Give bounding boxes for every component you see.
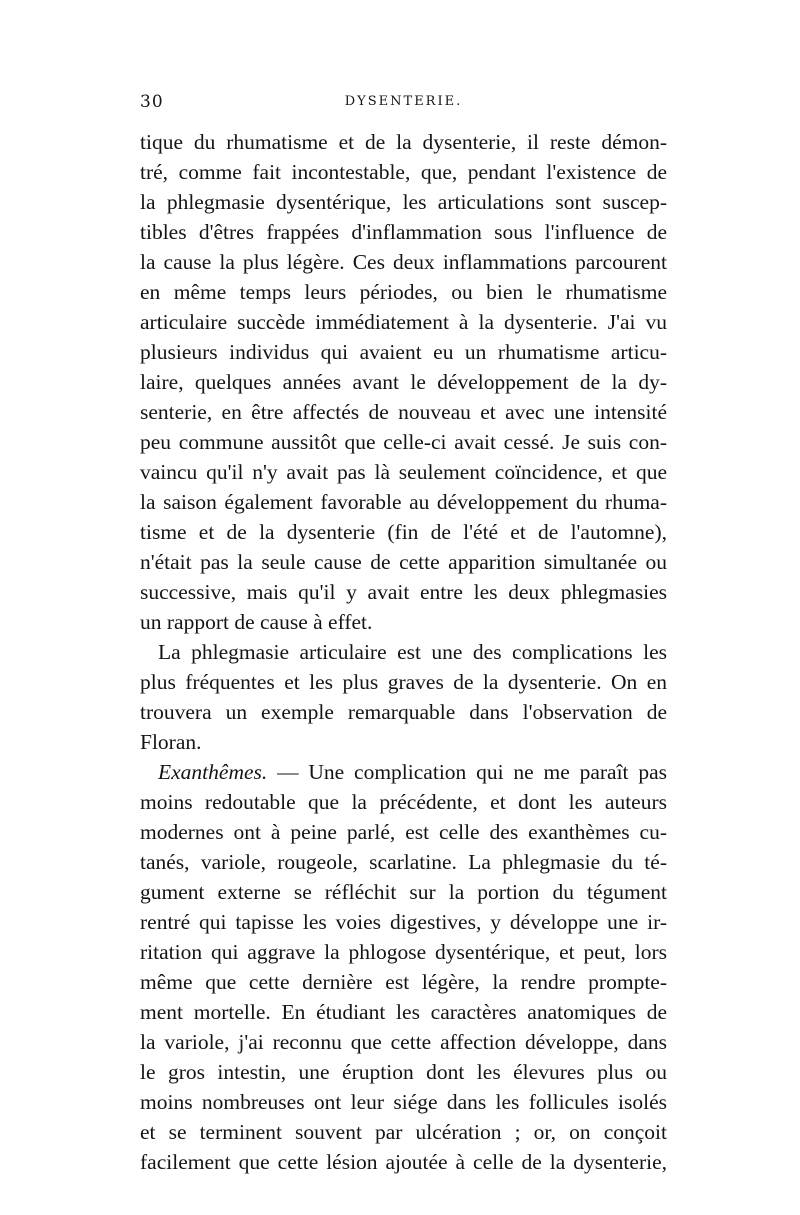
text-line: facilement que cette lésion ajoutée à celle de la dysenterie, — [140, 1150, 667, 1174]
text-line: ment mortelle. En étudiant les caractères anatomiques de — [140, 1000, 667, 1024]
text-line: trouvera un exemple remarquable dans l'observation de — [140, 700, 667, 724]
text-line: articulaire succède immédiatement à la dysenterie. J'ai vu — [140, 310, 667, 334]
text-line: la cause la plus légère. Ces deux inflammations parcourent — [140, 250, 667, 274]
text-line: tibles d'êtres frappées d'inflammation sous l'influence de — [140, 220, 667, 244]
paragraph-1 — [140, 127, 667, 637]
text-line: tanés, variole, rougeole, scarlatine. La phlegmasie du té- — [140, 850, 667, 874]
text-line — [140, 757, 667, 787]
text-line: tique du rhumatisme et de la dysenterie, il reste démon- — [140, 130, 667, 154]
text-line: tré, comme fait incontestable, que, pendant l'existence de — [140, 160, 667, 184]
text-line: vaincu qu'il n'y avait pas là seulement coïncidence, et que — [140, 460, 667, 484]
paragraph-3 — [140, 757, 667, 1177]
text-line: senterie, en être affectés de nouveau et avec une intensité — [140, 400, 667, 424]
text-line: le gros intestin, une éruption dont les élevures plus ou — [140, 1060, 667, 1084]
section-subhead: Exanthêmes. — [158, 760, 268, 784]
text-line: la saison également favorable au développement du rhuma- — [140, 490, 667, 514]
running-head — [140, 92, 667, 116]
text-line: la phlegmasie dysentérique, les articulations sont suscep- — [140, 190, 667, 214]
text-line: ritation qui aggrave la phlogose dysentérique, et peut, lors — [140, 940, 667, 964]
text-line: moins redoutable que la précédente, et dont les auteurs — [140, 790, 667, 814]
text-line: un rapport de cause à effet. — [140, 610, 373, 634]
text-line: plus fréquentes et les plus graves de la dysenterie. On en — [140, 670, 667, 694]
text-line: moins nombreuses ont leur siége dans les follicules isolés — [140, 1090, 667, 1114]
running-title: DYSENTERIE. — [344, 94, 463, 109]
text-line: successive, mais qu'il y avait entre les deux phlegmasies — [140, 580, 667, 604]
text-line: laire, quelques années avant le développement de la dy- — [140, 370, 667, 394]
text-line: La phlegmasie articulaire est une des complications les — [158, 640, 667, 664]
text-line: modernes ont à peine parlé, est celle des exanthèmes cu- — [140, 820, 667, 844]
text-line: la variole, j'ai reconnu que cette affection développe, dans — [140, 1030, 667, 1054]
page-number: 30 — [140, 92, 164, 112]
text-line: même que cette dernière est légère, la rendre prompte- — [140, 970, 667, 994]
text-run: — Une complication qui ne me paraît pas — [277, 760, 668, 784]
text-line: en même temps leurs périodes, ou bien le rhumatisme — [140, 280, 667, 304]
text-line: peu commune aussitôt que celle-ci avait cessé. Je suis con- — [140, 430, 667, 454]
body-text — [140, 127, 667, 1177]
text-line: tisme et de la dysenterie (fin de l'été et de l'automne), — [140, 520, 667, 544]
paragraph-2 — [140, 637, 667, 757]
text-line: plusieurs individus qui avaient eu un rhumatisme articu- — [140, 340, 667, 364]
text-line: et se terminent souvent par ulcération ; or, on conçoit — [140, 1120, 667, 1144]
text-line: Floran. — [140, 730, 202, 754]
text-line: rentré qui tapisse les voies digestives, y développe une ir- — [140, 910, 667, 934]
text-line: n'était pas la seule cause de cette apparition simultanée ou — [140, 550, 667, 574]
text-line: gument externe se réfléchit sur la portion du tégument — [140, 880, 667, 904]
